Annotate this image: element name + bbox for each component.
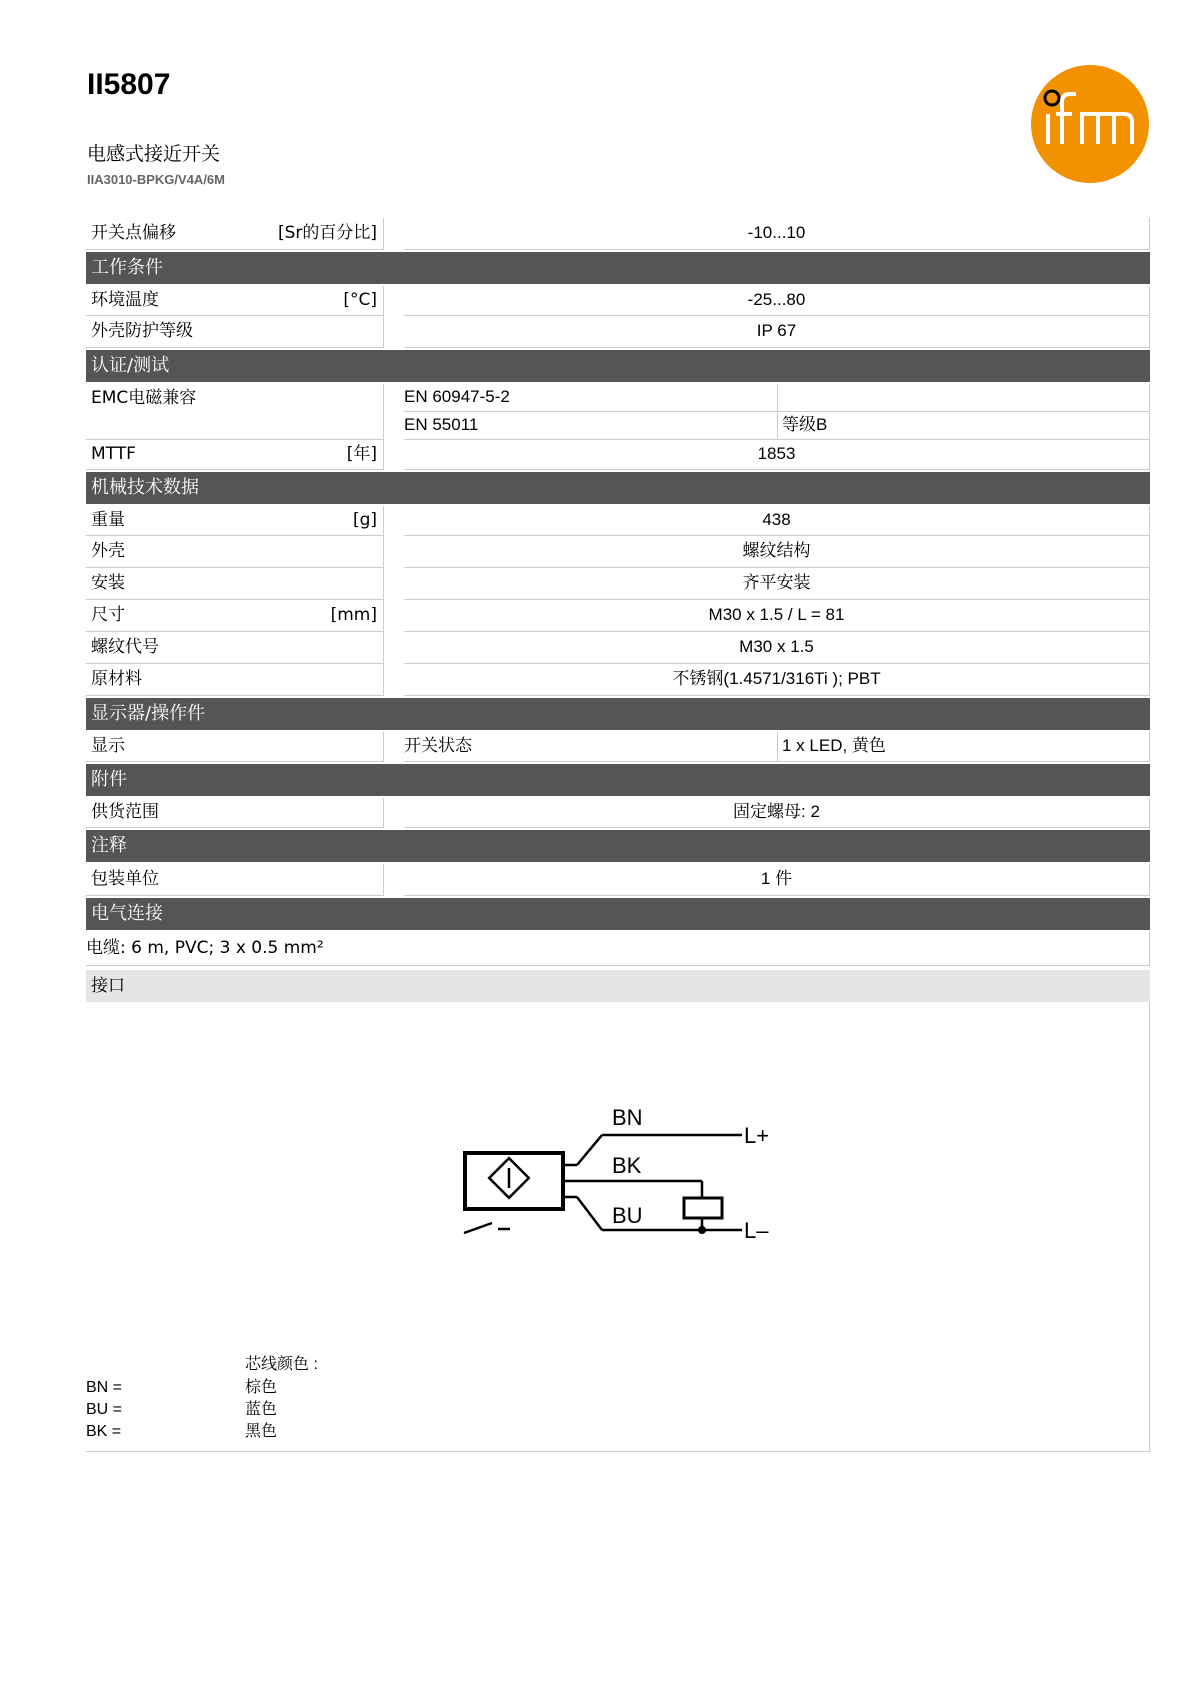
- row-mounting: [86, 568, 1150, 600]
- value: 1 件: [404, 864, 1150, 896]
- legend-code: BU =: [86, 1401, 123, 1418]
- value: 不锈钢(1.4571/316Ti ); PBT: [404, 664, 1150, 696]
- row-switch-offset: [86, 218, 1150, 250]
- label: 原材料: [86, 664, 384, 696]
- row-protection: [86, 316, 1150, 348]
- emc-standard-1: EN 60947-5-2: [404, 384, 778, 412]
- section-mechanical: 机械技术数据: [86, 472, 1150, 504]
- label-bk: BK: [612, 1153, 642, 1178]
- value: IP 67: [404, 316, 1150, 348]
- row-ambient-temp: [86, 286, 1150, 316]
- display-sub: 开关状态: [404, 732, 778, 762]
- emc-standard-1-extra: [778, 384, 1150, 412]
- value: 固定螺母: 2: [404, 798, 1150, 828]
- section-accessories: 附件: [86, 764, 1150, 796]
- label-lminus: L–: [744, 1218, 769, 1243]
- emc-standard-2-class: 等级B: [778, 412, 1150, 440]
- label: 螺纹代号: [86, 632, 384, 664]
- label: 包装单位: [86, 864, 384, 896]
- row-cable: [86, 932, 1150, 966]
- value: -25...80: [404, 286, 1150, 316]
- row-materials: [86, 664, 1150, 696]
- value: M30 x 1.5: [404, 632, 1150, 664]
- unit: [Sr的百分比]: [277, 223, 377, 243]
- value: -10...10: [404, 218, 1150, 250]
- label: 供货范围: [86, 798, 384, 828]
- unit: [°C]: [343, 290, 377, 310]
- legend-color: 蓝色: [245, 1401, 278, 1418]
- label: 外壳: [86, 536, 384, 568]
- value: 齐平安装: [404, 568, 1150, 600]
- unit: [g]: [352, 510, 377, 530]
- display-value: 1 x LED, 黄色: [778, 732, 1150, 762]
- wiring-diagram: [462, 1095, 792, 1265]
- value: 438: [404, 506, 1150, 536]
- section-display-ops: 显示器/操作件: [86, 698, 1150, 730]
- ifm-logo: [1030, 64, 1150, 184]
- label: 重量: [91, 510, 125, 530]
- label: EMC电磁兼容: [86, 384, 384, 440]
- label: 外壳防护等级: [86, 316, 384, 348]
- legend-colors: [245, 1377, 277, 1443]
- label: 显示: [86, 732, 384, 762]
- row-weight: [86, 506, 1150, 536]
- legend-color: 黑色: [245, 1423, 278, 1440]
- value: 1853: [404, 440, 1150, 470]
- label: 开关点偏移: [91, 223, 176, 243]
- product-title: II5807: [87, 68, 171, 101]
- legend-codes: [86, 1377, 122, 1443]
- label-lplus: L+: [744, 1123, 770, 1148]
- section-remarks: 注释: [86, 830, 1150, 862]
- label: 尺寸: [91, 605, 125, 625]
- row-emc: [86, 384, 1150, 440]
- row-display: [86, 732, 1150, 762]
- value: M30 x 1.5 / L = 81: [404, 600, 1150, 632]
- row-housing: [86, 536, 1150, 568]
- row-dimensions: [86, 600, 1150, 632]
- unit: [mm]: [330, 605, 377, 625]
- label-bu: BU: [612, 1203, 643, 1228]
- product-code: IIA3010-BPKG/V4A/6M: [87, 172, 225, 187]
- label: 环境温度: [91, 290, 159, 310]
- label-bn: BN: [612, 1105, 643, 1130]
- label: MTTF: [91, 444, 136, 464]
- row-mttf: [86, 440, 1150, 470]
- legend-code: BK =: [86, 1423, 122, 1440]
- row-packing: [86, 864, 1150, 896]
- section-operating-conditions: 工作条件: [86, 252, 1150, 284]
- label: 安装: [86, 568, 384, 600]
- row-thread: [86, 632, 1150, 664]
- cable-spec: 电缆: 6 m, PVC; 3 x 0.5 mm²: [86, 932, 1150, 966]
- legend-heading: 芯线颜色 :: [245, 1356, 318, 1373]
- interface-heading: 接口: [86, 970, 1150, 1002]
- unit: [年]: [346, 444, 377, 464]
- datasheet: [86, 218, 1150, 1452]
- legend-code: BN =: [86, 1379, 123, 1396]
- section-electrical: 电气连接: [86, 898, 1150, 930]
- legend-color: 棕色: [245, 1379, 278, 1396]
- emc-standard-2: EN 55011: [404, 412, 778, 440]
- product-subtitle: 电感式接近开关: [87, 143, 221, 165]
- row-scope: [86, 798, 1150, 828]
- section-approvals: 认证/测试: [86, 350, 1150, 382]
- value: 螺纹结构: [404, 536, 1150, 568]
